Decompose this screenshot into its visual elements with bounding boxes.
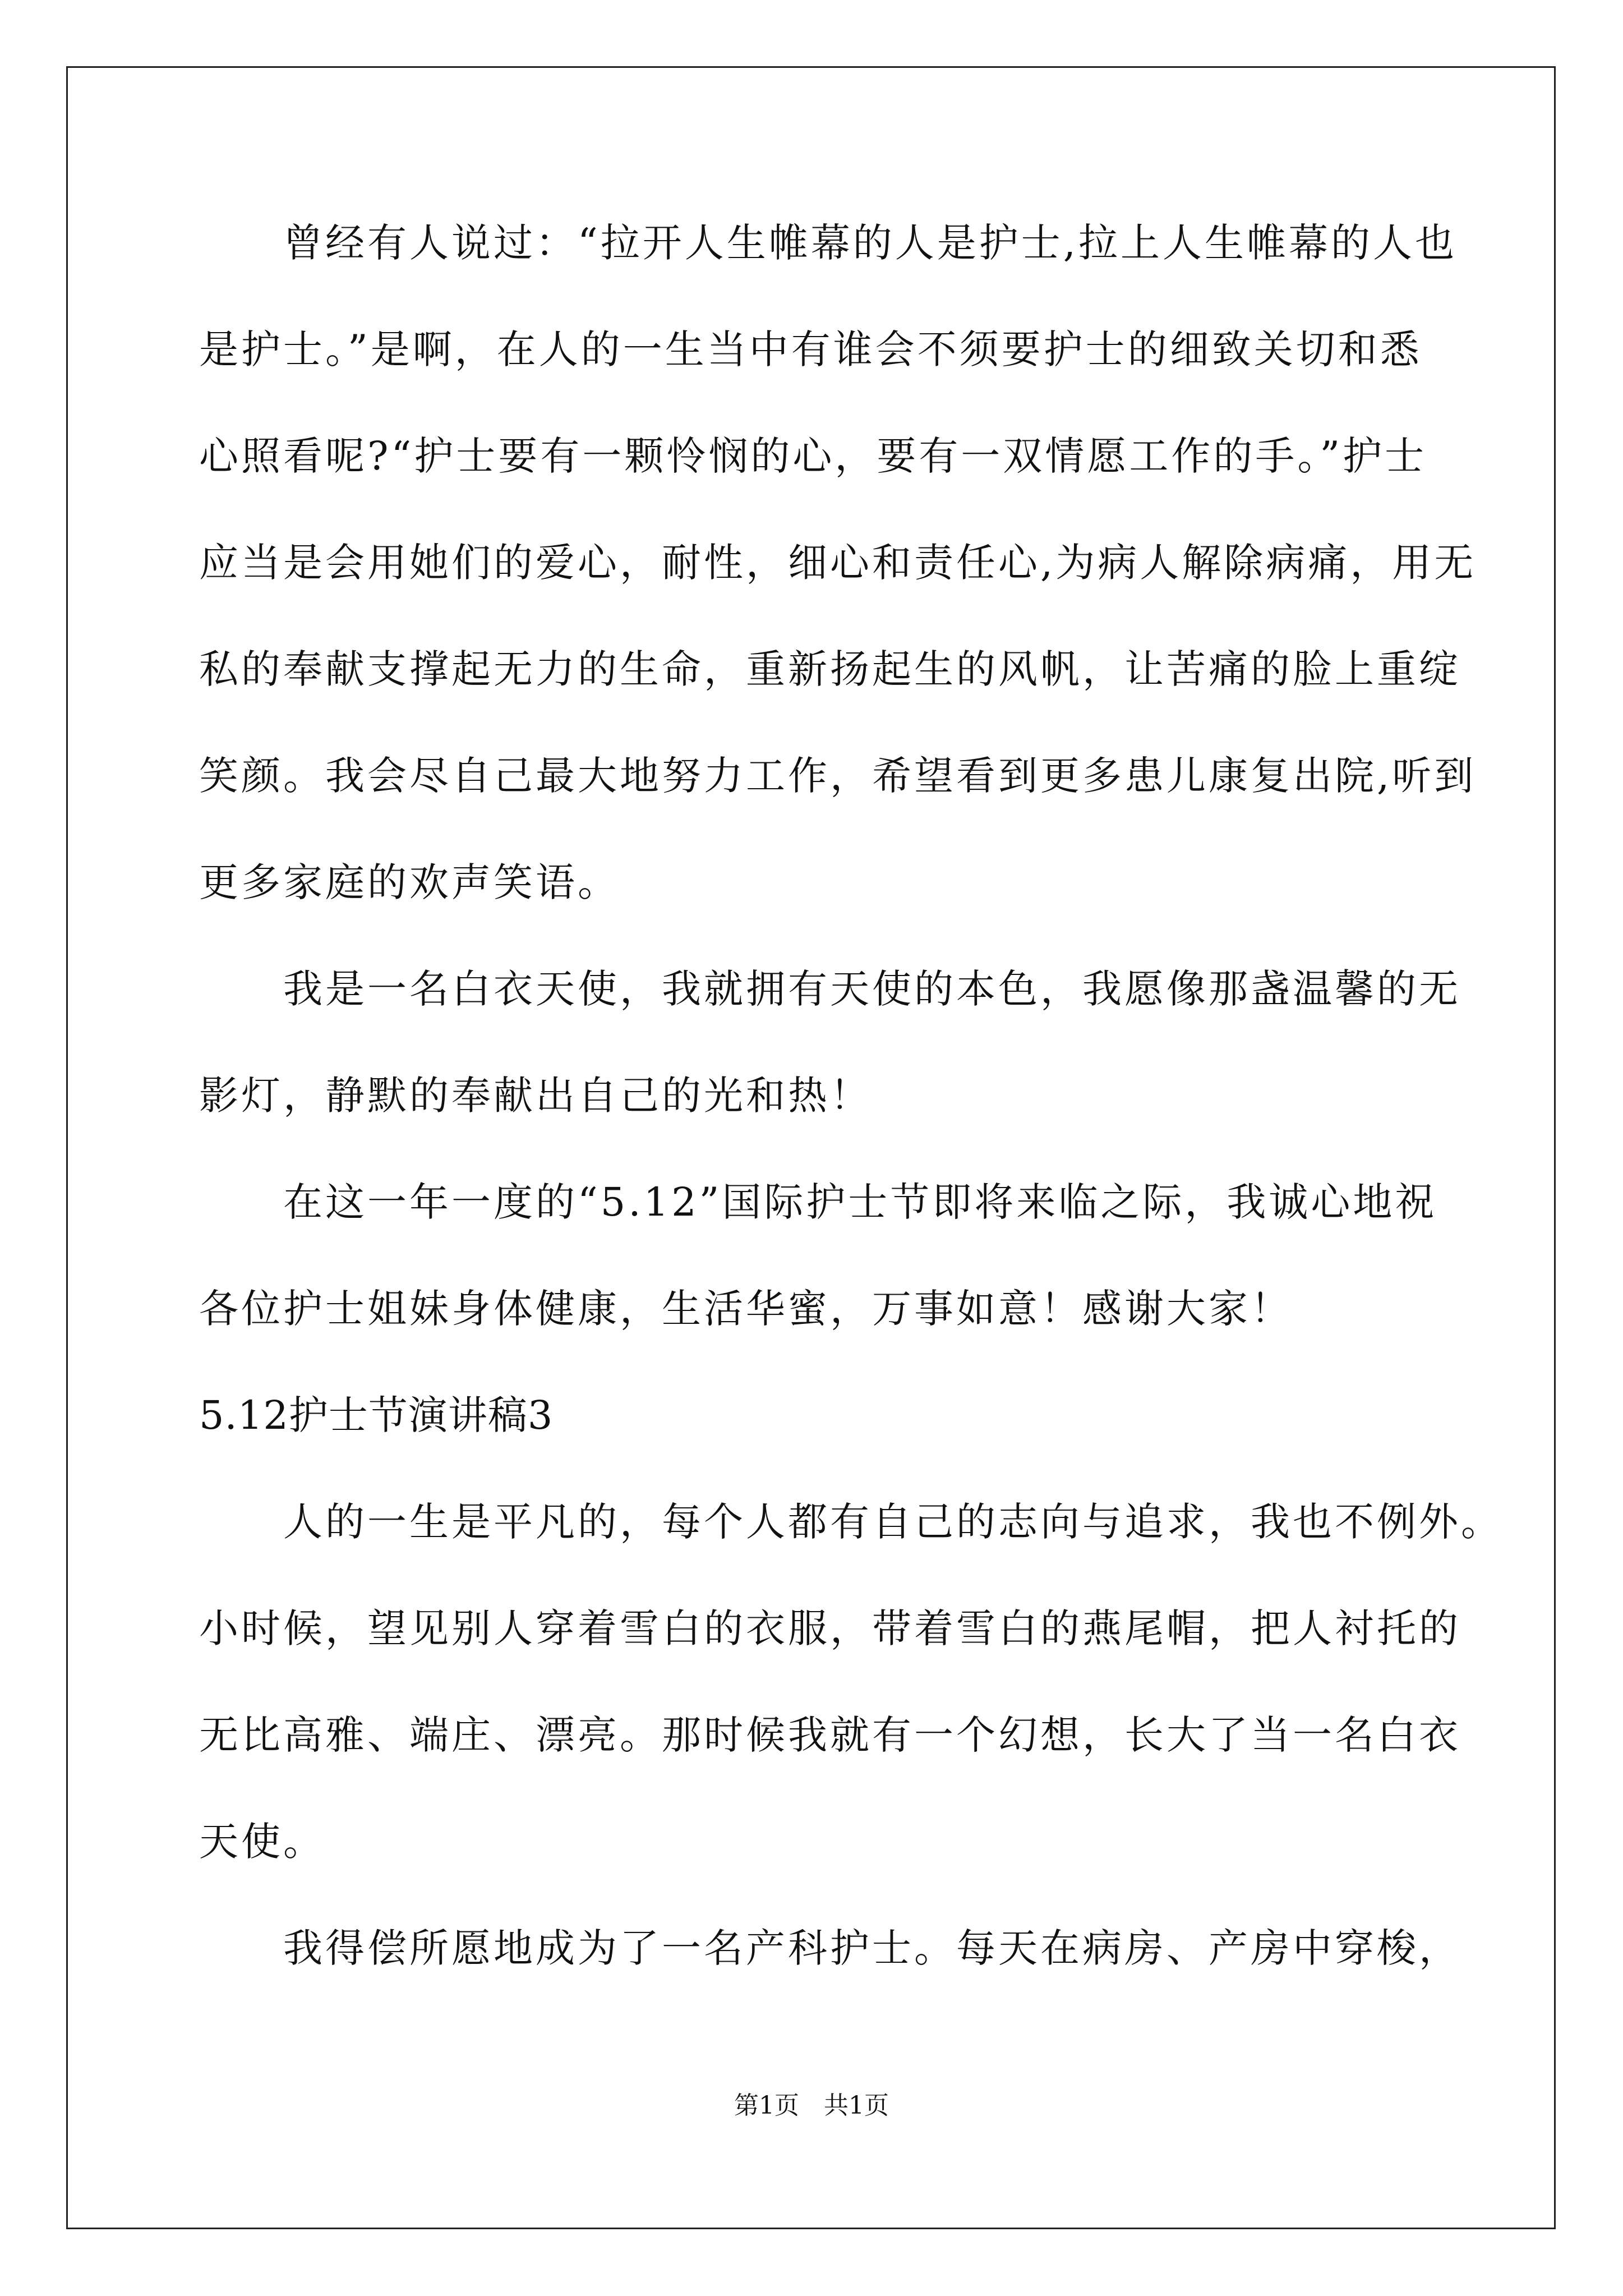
paragraph-line: 影灯，静默的奉献出自己的光和热！ xyxy=(199,1073,872,1119)
paragraph xyxy=(199,1497,1503,1923)
paragraph-line: 无比高雅、端庄、漂亮。那时候我就有一个幻想，长大了当一名白衣 xyxy=(199,1712,1461,1758)
paragraph-line: 小时候，望见别人穿着雪白的衣服，带着雪白的燕尾帽，把人衬托的 xyxy=(199,1605,1461,1651)
document-body xyxy=(199,218,1503,2030)
section-heading: 5.12护士节演讲稿3 xyxy=(199,1392,554,1438)
paragraph-line: 各位护士姐妹身体健康，生活华蜜，万事如意！感谢大家！ xyxy=(199,1286,1293,1332)
paragraph-line: 我是一名白衣天使，我就拥有天使的本色，我愿像那盏温馨的无 xyxy=(283,966,1461,1012)
paragraph-line: 天使。 xyxy=(199,1819,325,1865)
paragraph xyxy=(199,964,1461,1177)
paragraph-line: 笑颜。我会尽自己最大地努力工作，希望看到更多患儿康复出院,听到 xyxy=(199,753,1477,799)
paragraph-line: 心照看呢?“护士要有一颗怜悯的心，要有一双情愿工作的手。”护士 xyxy=(199,433,1427,479)
paragraph-line: 人的一生是平凡的，每个人都有自己的志向与追求，我也不例外。 xyxy=(283,1499,1503,1545)
paragraph-line: 是护士。”是啊，在人的一生当中有谁会不须要护士的细致关切和悉 xyxy=(199,326,1422,372)
page-footer: 第1页 共1页 xyxy=(734,2091,889,2120)
paragraph xyxy=(199,218,1477,964)
paragraph-line: 私的奉献支撑起无力的生命，重新扬起生的风帆，让苦痛的脸上重绽 xyxy=(199,646,1461,692)
paragraph-line: 曾经有人说过：“拉开人生帷幕的人是护士,拉上人生帷幕的人也 xyxy=(283,220,1458,266)
paragraph xyxy=(199,1177,1437,1390)
paragraph-line: 在这一年一度的“5.12”国际护士节即将来临之际，我诚心地祝 xyxy=(283,1179,1437,1225)
paragraph-line: 我得偿所愿地成为了一名产科护士。每天在病房、产房中穿梭， xyxy=(283,1925,1461,1971)
paragraph xyxy=(199,1923,1461,2030)
paragraph-line: 更多家庭的欢声笑语。 xyxy=(199,859,620,905)
paragraph-line: 应当是会用她们的爱心，耐性，细心和责任心,为病人解除病痛，用无 xyxy=(199,540,1477,586)
